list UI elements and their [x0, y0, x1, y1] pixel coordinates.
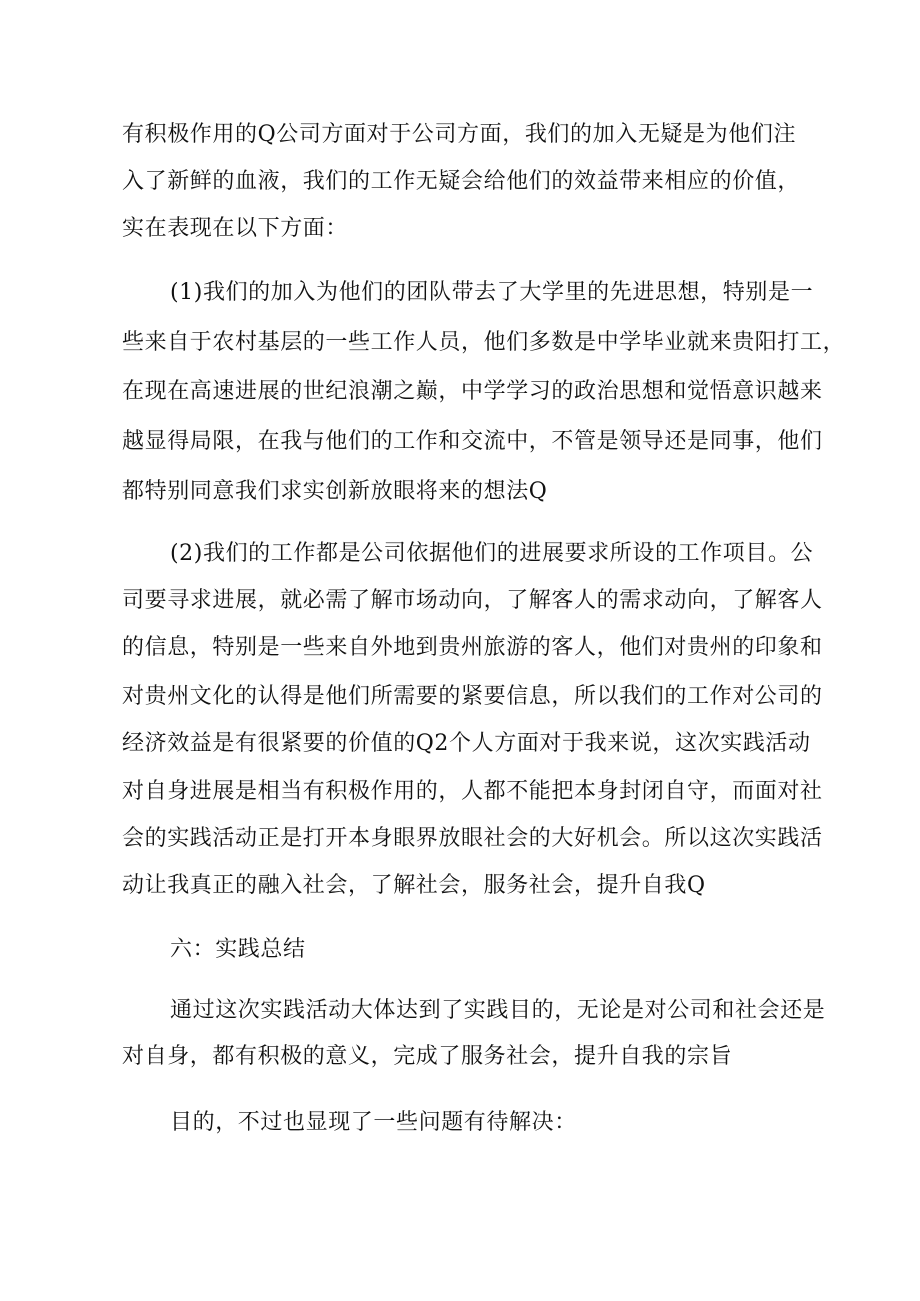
text-line-1: 有积极作用的Q公司方面对于公司方面，我们的加入无疑是为他们注 [122, 122, 797, 147]
text-line-19: 对自身，都有积极的意义，完成了服务社会，提升自我的宗旨 [122, 1044, 733, 1069]
text-line-9: (2)我们的工作都是公司依据他们的进展要求所设的工作项目。公 [170, 541, 814, 566]
text-line-15: 会的实践活动正是打开本身眼界放眼社会的大好机会。所以这次实践活 [122, 826, 823, 851]
text-line-11: 的信息，特别是一些来自外地到贵州旅游的客人，他们对贵州的印象和 [122, 635, 823, 660]
text-line-16: 动让我真正的融入社会，了解社会，服务社会，提升自我Q [122, 873, 706, 898]
text-line-8: 都特别同意我们求实创新放眼将来的想法Q [122, 479, 548, 504]
text-line-18: 通过这次实践活动大体达到了实践目的，无论是对公司和社会还是 [170, 998, 826, 1023]
text-line-3: 实在表现在以下方面： [122, 216, 349, 241]
section-heading: 六：实践总结 [170, 937, 306, 962]
text-line-4: (1)我们的加入为他们的团队带去了大学里的先进思想，特别是一 [170, 280, 814, 305]
text-line-5: 些来自于农村基层的一些工作人员，他们多数是中学毕业就来贵阳打工， [122, 330, 846, 355]
text-line-7: 越显得局限，在我与他们的工作和交流中，不管是领导还是同事，他们 [122, 429, 823, 454]
text-line-20: 目的，不过也显现了一些问题有待解决： [170, 1110, 577, 1135]
text-line-6: 在现在高速进展的世纪浪潮之巅，中学学习的政治思想和觉悟意识越来 [122, 379, 823, 404]
text-line-12: 对贵州文化的认得是他们所需要的紧要信息，所以我们的工作对公司的 [122, 684, 823, 709]
text-line-13: 经济效益是有很紧要的价值的Q2个人方面对于我来说，这次实践活动 [122, 731, 811, 756]
text-line-2: 入了新鲜的血液，我们的工作无疑会给他们的效益带来相应的价值， [122, 169, 801, 194]
text-line-14: 对自身进展是相当有积极作用的，人都不能把本身封闭自守，而面对社 [122, 779, 823, 804]
text-line-10: 司要寻求进展，就必需了解市场动向，了解客人的需求动向，了解客人 [122, 588, 823, 613]
